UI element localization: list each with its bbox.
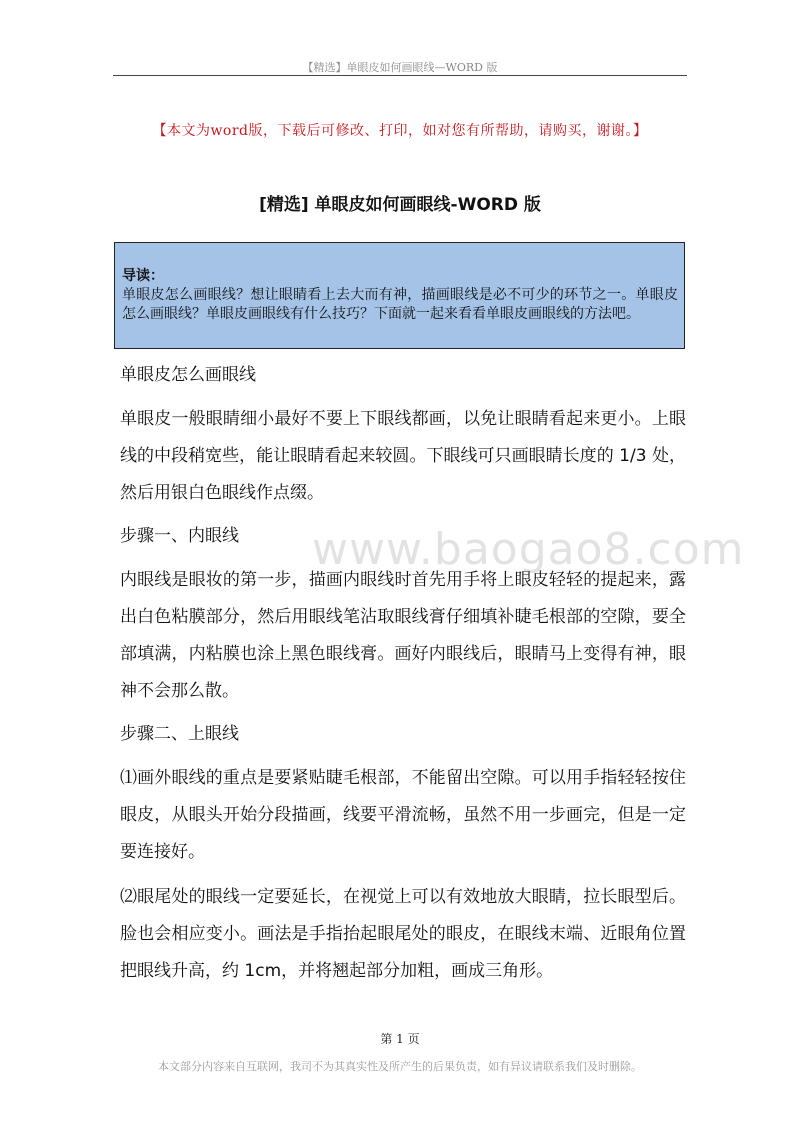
intro-text: 单眼皮怎么画眼线？想让眼睛看上去大而有神，描画眼线是必不可少的环节之一。单眼皮怎么画眼线？单眼皮画眼线有什么技巧？下面就一起来看看单眼皮画眼线的方法吧。 bbox=[122, 287, 678, 322]
intro-label: 导读： bbox=[122, 268, 164, 284]
document-title: [精选] 单眼皮如何画眼线-WORD 版 bbox=[259, 195, 541, 215]
page-number: 第 1 页 bbox=[380, 1032, 420, 1046]
section-heading: 步骤二、上眼线 bbox=[120, 724, 239, 744]
body-paragraph: 内眼线是眼妆的第一步，描画内眼线时首先用手将上眼皮轻轻的提起来，露出白色粘膜部分，然后用眼线笔沾取眼线膏仔细填补睫毛根部的空隙，要全部填满，内粘膜也涂上黑色眼线膏。画好内眼线后，眼睛马上变得有神，眼神不会那么散。 bbox=[120, 570, 686, 701]
intro-box bbox=[114, 242, 685, 349]
watermark: www.baogao8.com bbox=[312, 524, 745, 575]
document-body bbox=[120, 359, 686, 998]
section-heading: 单眼皮怎么画眼线 bbox=[120, 365, 256, 385]
page-footer-disclaimer: 本文部分内容来自互联网，我司不为其真实性及所产生的后果负责，如有异议请联系我们及时删除。 bbox=[158, 1060, 642, 1073]
body-paragraph: 单眼皮一般眼睛细小最好不要上下眼线都画，以免让眼睛看起来更小。上眼线的中段稍宽些，能让眼睛看起来较圆。下眼线可只画眼睛长度的 1/3 处，然后用银白色眼线作点缀。 bbox=[120, 409, 686, 503]
section-heading: 步骤一、内眼线 bbox=[120, 526, 239, 546]
body-paragraph: ⑴画外眼线的重点是要紧贴睫毛根部，不能留出空隙。可以用手指轻轻按住眼皮，从眼头开始分段描画，线要平滑流畅，虽然不用一步画完，但是一定要连接好。 bbox=[120, 768, 686, 862]
page-header: 【精选】单眼皮如何画眼线—WORD 版 bbox=[302, 61, 498, 74]
word-version-notice: 【本文为word版，下载后可修改、打印，如对您有所帮助，请购买，谢谢。】 bbox=[152, 123, 648, 139]
header-rule bbox=[113, 75, 687, 76]
body-paragraph: ⑵眼尾处的眼线一定要延长，在视觉上可以有效地放大眼睛，拉长眼型后。脸也会相应变小。画法是手指抬起眼尾处的眼皮，在眼线末端、近眼角位置把眼线升高，约 1cm，并将翘起部分加粗，画成三角形。 bbox=[120, 887, 686, 981]
